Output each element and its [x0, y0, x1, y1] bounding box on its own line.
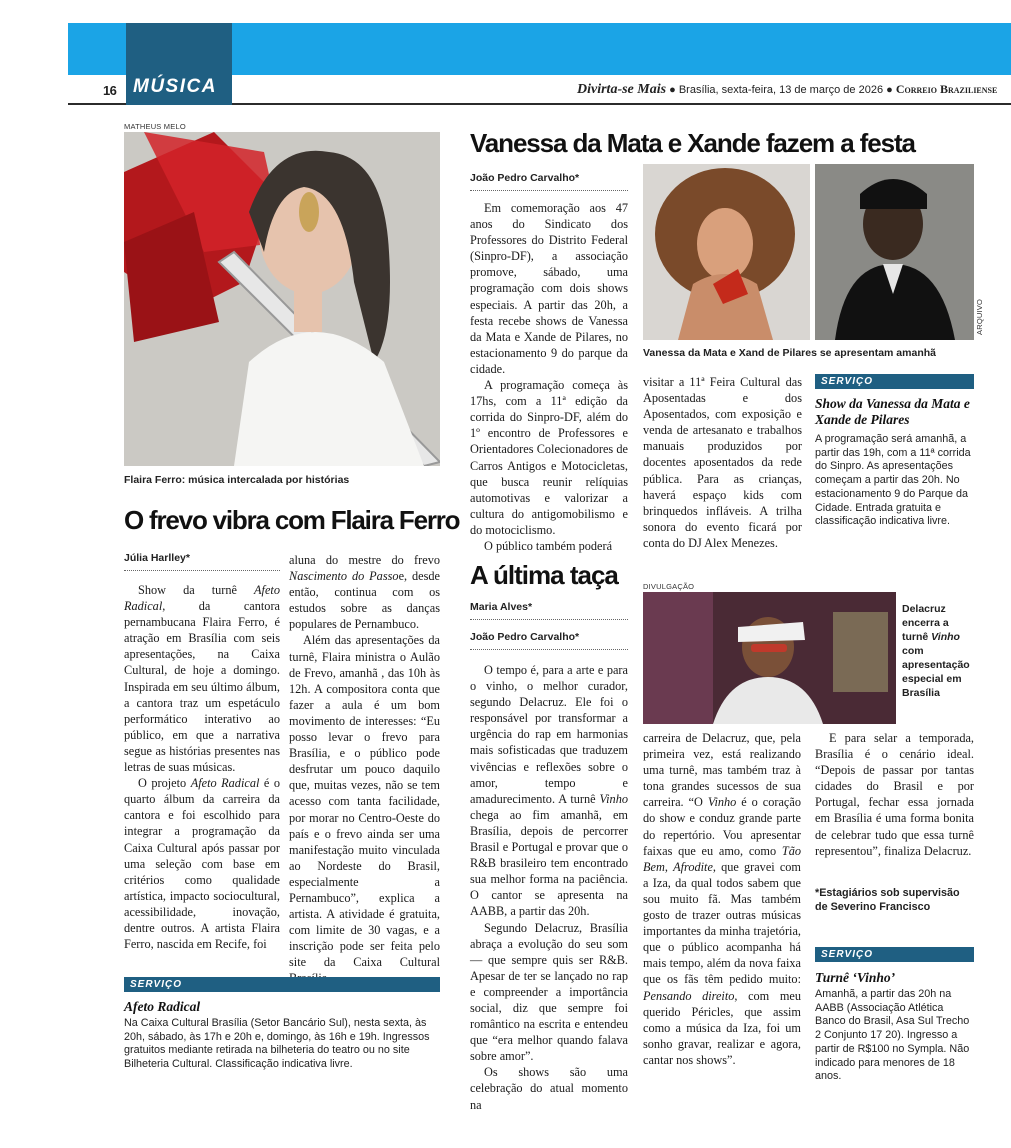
paragraph: Show da turnê Afeto Radical, da cantora pernambucana Flaira Ferro, é atração em Brasília com seis apresentações, na Caixa Cultural, de hoje a domingo. Inspirada em seu último álbum, a cantora traz um espetáculo performático interativo ao público, em que a narrativa segue as histórias presentes nas letras de suas músicas.: [124, 583, 280, 775]
vanessa-col2: [643, 374, 802, 551]
dateline-bar: [577, 82, 998, 98]
headline: A última taça: [470, 560, 618, 590]
paragraph: aluna do mestre do frevo Nascimento do Passoe, desde então, continua com os estudos sobre as danças populares de Pernambuco.: [289, 553, 441, 632]
photo-caption: Vanessa da Mata e Xand de Pilares se apresentam amanhã: [643, 347, 936, 359]
delacruz-photo: [643, 592, 896, 724]
vanessa-photo-illustration: [643, 164, 810, 340]
xande-photo: [815, 164, 974, 340]
paragraph: O projeto Afeto Radical é o quarto álbum da carreira da cantora e foi escolhido para integrar a programação da Caixa Cultural após passar por uma seleção com base em critérios como qualidade artística, impacto sociocultural, acessibilidade, inovação, dentre outros. A artista Flaira Ferro, nascida em Recife, foi: [124, 776, 280, 952]
flaira-photo-illustration: [124, 132, 440, 466]
flaira-col2: [289, 552, 440, 987]
paragraph: Segundo Delacruz, Brasília abraça a evolução do seu som — que sempre quis ser R&B. Apesar de ter se lançado no rap e compreender a importância social, diz que sempre foi romântico na escrita e entendeu que “era melhor quando falava sobre amor”.: [470, 920, 628, 1064]
vanessa-photo: [643, 164, 810, 340]
supplement-name: Divirta-se Mais: [577, 82, 667, 97]
byline: Júlia Harlley*: [124, 552, 280, 571]
service-bar: SERVIÇO: [124, 977, 440, 992]
paragraph: O tempo é, para a arte e para o vinho, o melhor curador, segundo Delacruz. Ele foi o responsável por transformar a urgência do rap em harmonias mais sofisticadas que traduzem vivências e reflexões sobre o amor, tempo e amadurecimento. A turnê Vinho chega ao fim amanhã, em Brasília, depois de percorrer Brasil e Portugal e provar que o R&B brasileiro tem encontrado sua melhor forma na paciência. O cantor se apresenta na AABB, a partir das 20h.: [470, 663, 628, 919]
bullet-icon: ●: [886, 84, 893, 96]
paragraph: visitar a 11ª Feira Cultural das Aposentadas e dos Aposentados, com exposição e venda de artesanato e trabalhos manuais produzidos por docentes aposentados da rede pública. Para as crianças, haverá espaço kids com brinquedos infláveis. A trilha sonora do evento ficará por conta do DJ Alex Menezes.: [643, 375, 802, 550]
vanessa-col1: [470, 200, 628, 554]
footnote: *Estagiários sob supervisão de Severino Francisco: [815, 887, 960, 913]
paragraph: E para selar a temporada, Brasília é o cenário ideal. “Depois de passar por tantas cidades do Brasil e por Portugal, fechar essa jornada em Brasília é uma forma bonita de celebrar tudo que essa turnê representou”, finaliza Delacruz.: [815, 731, 974, 858]
photo-caption: Delacruz encerra a turnê Vinho com apresentação especial em Brasília: [902, 603, 970, 699]
paper-name: Correio Braziliense: [895, 82, 998, 96]
delacruz-col1: [470, 662, 628, 1113]
page-number: 16: [103, 83, 117, 98]
photo-caption: Flaira Ferro: música intercalada por histórias: [124, 474, 350, 486]
delacruz-col2: [643, 730, 801, 1068]
paragraph: carreira de Delacruz, que, pela primeira vez, está realizando uma turnê, mas também traz à tona grandes sucessos de sua carreira. “O Vinho é o coração do show e conduz grande parte do repertório. Vou apresentar faixas que eu amo, como Tão Bem, Afrodite, que gravei com a Iza, da qual todos sabem que sou muito fã. Mas também gosto de trazer outras músicas importantes da minha trajetória, que o público acompanha há mais tempo, além da nova faixa que os fãs têm pedido muito: Pensando direito, com meu querido Péricles, que assim como a música da Iza, foi um sonho gravar, realizar e agora, cantar nos shows”.: [643, 731, 801, 1067]
service-title: Afeto Radical: [124, 999, 201, 1014]
byline: João Pedro Carvalho*: [470, 631, 628, 650]
photo-credit: ARQUIVO: [975, 299, 984, 335]
paragraph: O público também poderá: [484, 538, 613, 553]
service-text: A programação será amanhã, a partir das 19h, com a 11ª corrida do Sinpro. As apresentações começam a partir das 20h. No estacionamento 9 do Parque da Cidade. Entrada gratuita e classificação indicativa livre.: [815, 433, 971, 528]
service-title: Turnê ‘Vinho’: [815, 970, 896, 985]
xande-photo-illustration: [815, 164, 974, 340]
byline: João Pedro Carvalho*: [470, 172, 628, 191]
section-label: MÚSICA: [133, 76, 217, 97]
delacruz-col3: [815, 730, 974, 859]
dateline: Brasília, sexta-feira, 13 de março de 2026: [678, 84, 884, 96]
service-title: Show da Vanessa da Mata e Xande de Pilares: [815, 396, 970, 427]
paragraph: Além das apresentações da turnê, Flaira ministra o Aulão de Frevo, amanhã , das 10h às 12h. A compositora conta que fazer a aula é um bom movimento de interesses: “Eu posso levar o frevo para Brasília, e o público pode desfrutar um pouco daquilo que, muitas vezes, não se tem acesso com tanta facilidade, por morar no Centro-Oeste do país e o frevo ainda ser uma manifestação muito vinculada ao Nordeste do Brasil, especialmente a Pernambuco”, explica a artista. A atividade é gratuita, com limite de 30 vagas, e a inscrição pode ser feita pelo site da Caixa Cultural: [289, 633, 440, 970]
bullet-icon: ●: [669, 84, 676, 96]
headline: O frevo vibra com Flaira Ferro: [124, 505, 460, 535]
service-text: Amanhã, a partir das 20h na AABB (Associação Atlética Banco do Brasil, Asa Sul Trecho 2 Conjunto 17 20). Ingresso a partir de R$100 no Sympla. Não indicado para menores de 18 anos.: [815, 988, 970, 1083]
paragraph: Os shows são uma celebração do atual momento na: [470, 1065, 628, 1112]
flaira-photo: [124, 132, 440, 466]
paragraph: A programação começa às 17hs, com a 11ª edição da corrida do Sinpro-DF, além do 1º encontro de Professores e Orientadores Colecionadores de Carros Antigos e Motocicletas, que busca reunir relíquias automotivas e valorizar a cultura do antigomobilismo e do motociclismo.: [470, 378, 628, 537]
flaira-col1: [124, 582, 280, 952]
service-bar: SERVIÇO: [815, 374, 974, 389]
delacruz-photo-illustration: [643, 592, 896, 724]
photo-credit: DIVULGAÇÃO: [643, 582, 695, 591]
headline: Vanessa da Mata e Xande fazem a festa: [470, 128, 915, 158]
service-text: Na Caixa Cultural Brasília (Setor Bancário Sul), nesta sexta, às 20h, sábado, às 17h e 20h e, domingo, às 16h e 19h. Ingressos gratuitos mediante retirada na bilheteria do teatro ou no site Bilheteria Cultural. Classificação indicativa livre.: [124, 1017, 430, 1071]
byline: Maria Alves*: [470, 601, 628, 620]
paragraph: Em comemoração aos 47 anos do Sindicato dos Professores do Distrito Federal (Sinpro-DF), a associação promove, sábado, uma programação com dois shows especiais. A partir das 20h, a festa recebe shows de Vanessa da Mata e Xande de Pilares, no estacionamento 9 do parque da cidade.: [470, 201, 628, 376]
service-bar: SERVIÇO: [815, 947, 974, 962]
photo-credit: MATHEUS MELO: [124, 122, 186, 131]
